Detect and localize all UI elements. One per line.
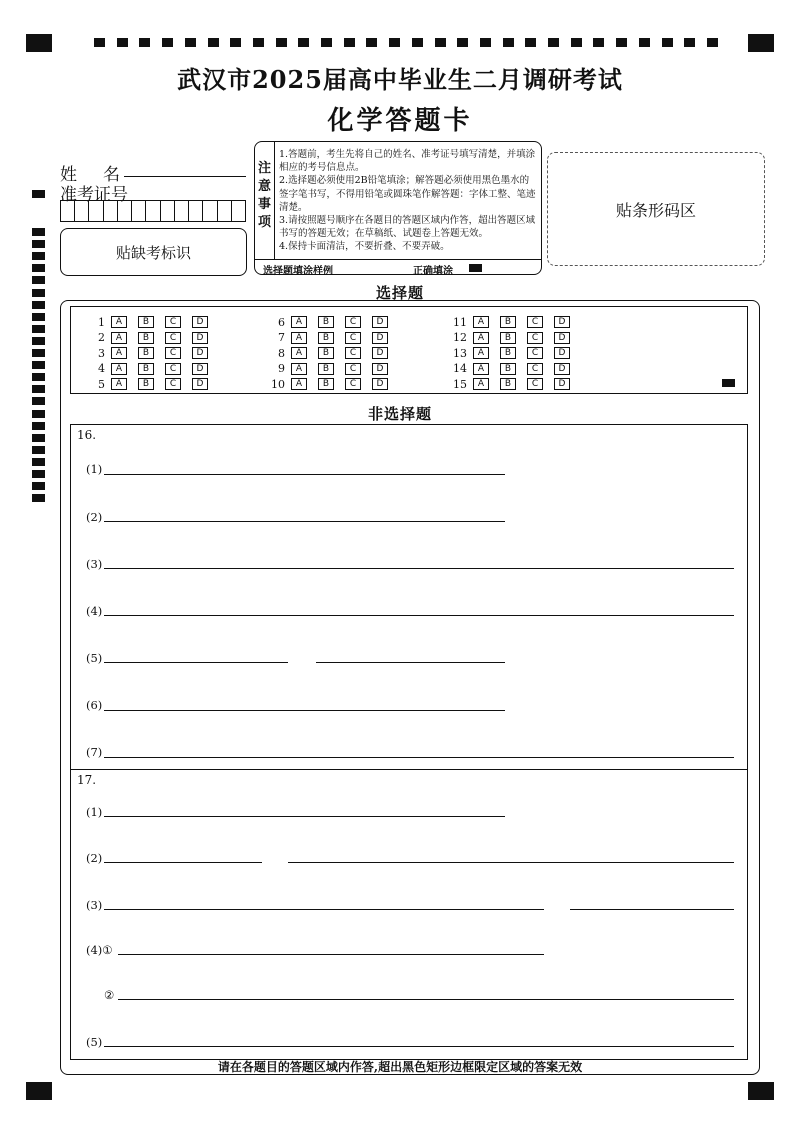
mc-section-title: 选择题: [375, 284, 424, 302]
mc-question-number: 5: [98, 377, 105, 391]
mc-option-bubble[interactable]: C: [345, 363, 361, 375]
notice-side-title: 注 意 事 项: [255, 142, 275, 259]
mc-option-bubble[interactable]: B: [138, 332, 154, 344]
correct-fill-sample: [469, 264, 482, 272]
mc-question-row: [267, 377, 399, 391]
timing-dash: [32, 446, 45, 454]
timing-dash: [525, 38, 536, 47]
mc-option-bubble[interactable]: A: [111, 332, 127, 344]
mc-question-number: 12: [453, 331, 467, 345]
mc-option-bubble[interactable]: B: [318, 332, 334, 344]
mc-option-bubble[interactable]: B: [318, 347, 334, 359]
mc-option-bubble[interactable]: B: [500, 347, 516, 359]
mc-option-bubble[interactable]: B: [500, 363, 516, 375]
mc-question-row: [449, 315, 581, 329]
mc-option-bubble[interactable]: B: [138, 378, 154, 390]
q16-part1-line[interactable]: [104, 474, 505, 475]
q17-part3-line-b[interactable]: [570, 909, 734, 910]
q17-part-label: (4)①: [86, 943, 113, 957]
mc-question-row: [87, 315, 219, 329]
q17-part4-2-line[interactable]: [118, 999, 734, 1000]
timing-dash: [32, 240, 45, 248]
timing-dash: [298, 38, 309, 47]
mc-option-bubble[interactable]: D: [192, 378, 208, 390]
mc-option-bubble[interactable]: C: [165, 347, 181, 359]
mc-option-bubble[interactable]: C: [165, 316, 181, 328]
mc-option-bubble[interactable]: A: [111, 378, 127, 390]
mc-option-bubble[interactable]: D: [192, 363, 208, 375]
mc-option-bubble[interactable]: A: [473, 347, 489, 359]
timing-dash: [457, 38, 468, 47]
mc-question-number: 7: [278, 331, 285, 345]
mc-answer-box: [70, 306, 748, 394]
timing-dash: [435, 38, 446, 47]
mc-option-bubble[interactable]: A: [473, 363, 489, 375]
mc-option-bubble[interactable]: D: [372, 347, 388, 359]
mc-option-bubble[interactable]: D: [554, 316, 570, 328]
timing-dash: [32, 482, 45, 490]
mc-option-bubble[interactable]: C: [345, 378, 361, 390]
q16-part-label: (6): [86, 698, 103, 712]
q17-part1-line[interactable]: [104, 816, 505, 817]
mc-option-bubble[interactable]: B: [138, 347, 154, 359]
timing-dash: [230, 38, 241, 47]
exam-no-grid[interactable]: [60, 200, 246, 222]
q17-part-label: (1): [86, 805, 103, 819]
mc-question-number: 2: [98, 331, 105, 345]
mc-option-bubble[interactable]: B: [318, 316, 334, 328]
mc-question-number: 6: [278, 315, 285, 329]
timing-dash: [32, 325, 45, 333]
name-field[interactable]: [124, 158, 246, 177]
mc-question-row: [267, 315, 399, 329]
timing-dash: [117, 38, 128, 47]
timing-dash: [32, 434, 45, 442]
mc-option-bubble[interactable]: C: [345, 347, 361, 359]
timing-dash: [32, 190, 45, 198]
q17-part-label: (5): [86, 1035, 103, 1049]
mc-question-row: [267, 362, 399, 376]
timing-dash: [707, 38, 718, 47]
mc-question-row: [449, 362, 581, 376]
mc-option-bubble[interactable]: B: [138, 363, 154, 375]
q17-part5-line[interactable]: [104, 1046, 734, 1047]
q16-part7-line[interactable]: [104, 757, 734, 758]
q16-part-label: (7): [86, 745, 103, 759]
barcode-area: 贴条形码区: [547, 152, 765, 266]
timing-dash: [32, 313, 45, 321]
mc-question-number: 1: [98, 315, 105, 329]
mc-option-bubble[interactable]: D: [554, 332, 570, 344]
mc-timing-mark: [722, 379, 735, 387]
mc-option-bubble[interactable]: D: [554, 363, 570, 375]
q16-part5-line-b[interactable]: [316, 662, 505, 663]
mc-question-row: [267, 346, 399, 360]
timing-dash: [639, 38, 650, 47]
timing-dash: [503, 38, 514, 47]
timing-dash: [32, 228, 45, 236]
q16-part6-line[interactable]: [104, 710, 505, 711]
mc-question-number: 4: [98, 362, 105, 376]
mc-option-bubble[interactable]: C: [527, 363, 543, 375]
mc-option-bubble[interactable]: A: [111, 347, 127, 359]
notice-items: [279, 148, 537, 254]
mc-option-bubble[interactable]: A: [473, 332, 489, 344]
mc-question-row: [267, 331, 399, 345]
registration-mark-top-right: [748, 34, 774, 52]
q17-part4-1-line[interactable]: [118, 954, 544, 955]
registration-mark-bottom-right: [748, 1082, 774, 1100]
mc-option-bubble[interactable]: B: [500, 316, 516, 328]
q16-part4-line[interactable]: [104, 615, 734, 616]
timing-dash: [684, 38, 695, 47]
absent-sticker-area: 贴缺考标识: [60, 228, 247, 276]
mc-question-row: [449, 346, 581, 360]
mc-question-row: [449, 331, 581, 345]
mc-option-bubble[interactable]: C: [527, 378, 543, 390]
mc-option-bubble[interactable]: A: [291, 316, 307, 328]
notice-item: 4.保持卡面清洁，不要折叠、不要弄破。: [279, 241, 450, 253]
footer-warning: 请在各题目的答题区域内作答,超出黑色矩形边框限定区域的答案无效: [217, 1060, 583, 1074]
timing-dash: [616, 38, 627, 47]
mc-option-bubble[interactable]: B: [500, 332, 516, 344]
timing-dash: [139, 38, 150, 47]
fill-sample-row: [255, 259, 541, 276]
timing-dash: [662, 38, 673, 47]
mc-option-bubble[interactable]: C: [527, 316, 543, 328]
registration-mark-top-left: [26, 34, 52, 52]
nonmc-section-title: 非选择题: [367, 405, 432, 423]
mc-option-bubble[interactable]: D: [554, 347, 570, 359]
notice-box: [254, 141, 542, 275]
q16-part-label: (1): [86, 462, 103, 476]
mc-question-row: [449, 377, 581, 391]
q17-part3-line-a[interactable]: [104, 909, 544, 910]
timing-dash: [94, 38, 105, 47]
mc-option-bubble[interactable]: C: [345, 332, 361, 344]
q17-part-label: ②: [104, 988, 115, 1002]
mc-question-number: 9: [278, 362, 285, 376]
mc-option-bubble[interactable]: B: [500, 378, 516, 390]
mc-option-bubble[interactable]: D: [192, 316, 208, 328]
mc-question-number: 11: [453, 315, 467, 329]
mc-option-bubble[interactable]: A: [291, 347, 307, 359]
q17-part-label: (3): [86, 898, 103, 912]
name-label: 姓 名: [60, 165, 120, 185]
mc-option-bubble[interactable]: C: [165, 378, 181, 390]
notice-item: 2.选择题必须使用2B铅笔填涂；解答题必须使用黑色墨水的签字笔书写，不得用铅笔或圆珠笔作解答题：字体工整、笔迹清楚。: [279, 175, 536, 213]
mc-option-bubble[interactable]: D: [372, 378, 388, 390]
notice-item: 3.请按照题号顺序在各题目的答题区域内作答，超出答题区域书写的答题无效；在草稿纸、试题卷上答题无效。: [279, 215, 536, 240]
timing-dash: [389, 38, 400, 47]
mc-option-bubble[interactable]: A: [111, 363, 127, 375]
timing-dash: [32, 349, 45, 357]
q16-label: 16.: [77, 428, 97, 442]
q17-part2-line-a[interactable]: [104, 862, 262, 863]
timing-dash: [480, 38, 491, 47]
timing-dash: [253, 38, 264, 47]
q16-part-label: (3): [86, 557, 103, 571]
mc-question-row: [87, 346, 219, 360]
timing-dash: [593, 38, 604, 47]
mc-option-bubble[interactable]: D: [372, 316, 388, 328]
timing-dash: [571, 38, 582, 47]
fill-sample-label: 选择题填涂样例: [263, 266, 333, 277]
timing-dash: [32, 470, 45, 478]
timing-dash: [32, 264, 45, 272]
mc-question-number: 10: [271, 377, 285, 391]
mc-option-bubble[interactable]: B: [318, 378, 334, 390]
mc-option-bubble[interactable]: A: [291, 378, 307, 390]
mc-option-bubble[interactable]: C: [345, 316, 361, 328]
mc-option-bubble[interactable]: D: [192, 347, 208, 359]
mc-question-number: 13: [453, 346, 467, 360]
q16-part3-line[interactable]: [104, 568, 734, 569]
mc-option-bubble[interactable]: C: [165, 332, 181, 344]
mc-question-row: [87, 377, 219, 391]
timing-dash: [32, 337, 45, 345]
timing-dash: [208, 38, 219, 47]
mc-option-bubble[interactable]: D: [554, 378, 570, 390]
mc-option-bubble[interactable]: A: [473, 378, 489, 390]
mc-option-bubble[interactable]: D: [192, 332, 208, 344]
mc-option-bubble[interactable]: C: [527, 332, 543, 344]
mc-question-row: [87, 362, 219, 376]
mc-option-bubble[interactable]: B: [318, 363, 334, 375]
q16-part5-line-a[interactable]: [104, 662, 288, 663]
mc-option-bubble[interactable]: B: [138, 316, 154, 328]
mc-option-bubble[interactable]: A: [473, 316, 489, 328]
exam-title: 武汉市2025届高中毕业生二月调研考试: [177, 65, 623, 94]
mc-option-bubble[interactable]: D: [372, 332, 388, 344]
mc-question-number: 3: [98, 346, 105, 360]
q16-part2-line[interactable]: [104, 521, 505, 522]
timing-dash: [32, 385, 45, 393]
q17-part-label: (2): [86, 851, 103, 865]
notice-item: 1.答题前，考生先将自己的姓名、准考证号填写清楚，并填涂相应的考号信息点。: [279, 149, 536, 174]
mc-option-bubble[interactable]: C: [527, 347, 543, 359]
timing-dash: [276, 38, 287, 47]
mc-option-bubble[interactable]: C: [165, 363, 181, 375]
timing-dash: [32, 361, 45, 369]
mc-question-number: 8: [278, 346, 285, 360]
q16-part-label: (4): [86, 604, 103, 618]
q17-label: 17.: [77, 773, 97, 787]
timing-dash: [162, 38, 173, 47]
registration-mark-bottom-left: [26, 1082, 52, 1100]
mc-question-number: 15: [453, 377, 467, 391]
correct-fill-label: 正确填涂: [413, 266, 453, 277]
timing-dash: [32, 373, 45, 381]
timing-dash: [412, 38, 423, 47]
timing-dash: [32, 458, 45, 466]
timing-dash: [344, 38, 355, 47]
mc-option-bubble[interactable]: D: [372, 363, 388, 375]
timing-dash: [321, 38, 332, 47]
mc-option-bubble[interactable]: A: [111, 316, 127, 328]
timing-dash: [185, 38, 196, 47]
question-divider: [71, 769, 747, 770]
timing-dash: [548, 38, 559, 47]
mc-question-row: [87, 331, 219, 345]
timing-dash: [366, 38, 377, 47]
mc-option-bubble[interactable]: A: [291, 363, 307, 375]
q17-part2-line-b[interactable]: [288, 862, 734, 863]
nonmc-answer-box: [70, 424, 748, 1060]
q16-part-label: (2): [86, 510, 103, 524]
exam-no-label: 准考证号: [60, 185, 128, 205]
timing-dash: [32, 252, 45, 260]
subject-title: 化学答题卡: [327, 106, 473, 136]
timing-dash: [32, 494, 45, 502]
q16-part-label: (5): [86, 651, 103, 665]
mc-question-number: 14: [453, 362, 467, 376]
mc-option-bubble[interactable]: A: [291, 332, 307, 344]
